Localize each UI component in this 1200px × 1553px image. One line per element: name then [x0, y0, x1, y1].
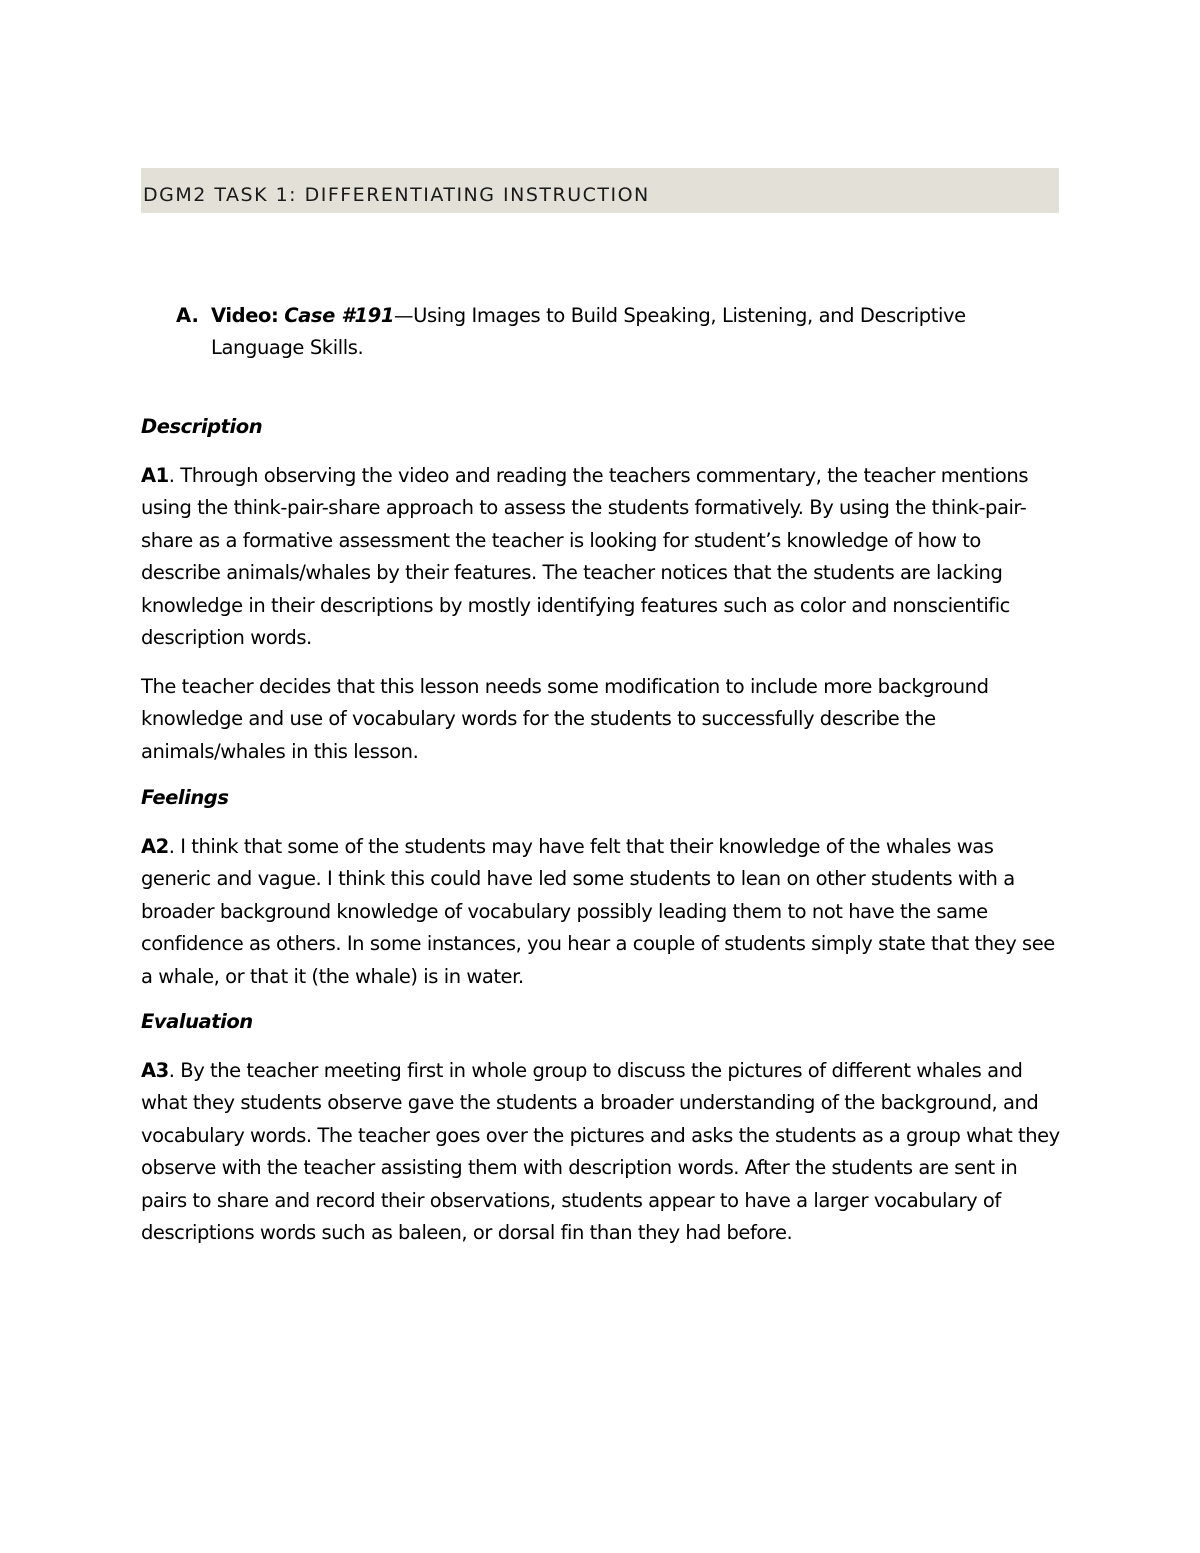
list-item-content — [211, 300, 1036, 364]
description-section — [141, 411, 1061, 768]
a2-label: A2 — [141, 834, 169, 858]
a3-text: . By the teacher meeting first in whole group to discuss the pictures of different whales and what they students observe gave the students a broader understanding of the background, and vocabulary words. The teacher goes over the pictures and asks the students as a group what they observe with the teacher assisting them with description words. After the students are sent in pairs to share and record their observations, students appear to have a larger vocabulary of descriptions words such as baleen, or dorsal fin than they had before. — [141, 1058, 1060, 1244]
description-paragraph-2: The teacher decides that this lesson needs some modification to include more background knowledge and use of vocabulary words for the students to successfully describe the animals/whales in this lesson. — [141, 674, 989, 763]
document-title: DGM2 TASK 1: DIFFERENTIATING INSTRUCTION — [143, 184, 650, 206]
a1-text: . Through observing the video and reading the teachers commentary, the teacher mentions using the think-pair-share approach to assess the students formatively. By using the think-pair-share as a formative assessment the teacher is looking for student’s knowledge of how to describe animals/whales by their features. The teacher notices that the students are lacking knowledge in their descriptions by mostly identifying features such as color and nonscientific description words. — [141, 463, 1029, 649]
a3-label: A3 — [141, 1058, 169, 1082]
case-label: Case #191 — [284, 304, 394, 327]
title-bar — [141, 168, 1059, 213]
evaluation-heading: Evaluation — [141, 1010, 253, 1033]
a2-paragraph — [141, 831, 1061, 994]
a1-paragraph — [141, 460, 1061, 655]
a3-paragraph — [141, 1055, 1061, 1250]
a1-label: A1 — [141, 463, 169, 487]
feelings-section — [141, 782, 1061, 993]
a2-text: . I think that some of the students may have felt that their knowledge of the whales was generic and vague. I think this could have led some students to lean on other students with a broader background knowledge of vocabulary possibly leading them to not have the same confidence as others. In some instances, you hear a couple of students simply state that they see a whale, or that it (the whale) is in water. — [141, 834, 1055, 988]
video-label: Video: — [211, 304, 279, 327]
evaluation-section — [141, 1006, 1061, 1250]
feelings-heading: Feelings — [141, 786, 229, 809]
description-heading: Description — [141, 415, 263, 438]
list-item-a — [176, 300, 1036, 364]
list-marker: A. — [176, 304, 199, 327]
case-title: —Using Images to Build Speaking, Listening, and Descriptive Language Skills. — [211, 304, 966, 359]
